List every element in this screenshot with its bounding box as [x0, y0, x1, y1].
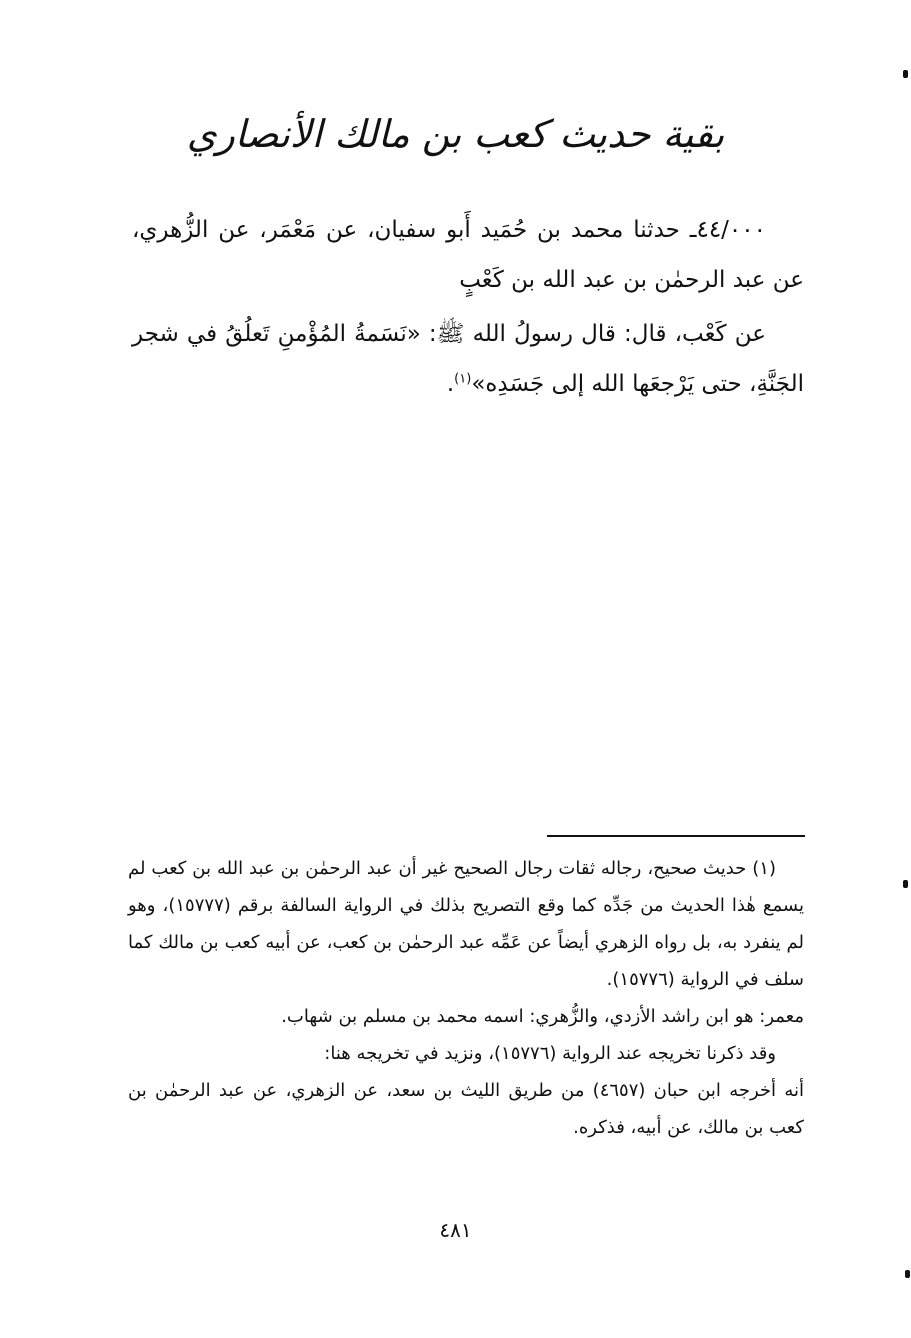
- scan-mark: [905, 1270, 910, 1278]
- footnote-separator: [547, 835, 805, 837]
- scan-mark: [903, 880, 908, 888]
- chapter-heading: بقية حديث كعب بن مالك الأنصاري: [186, 112, 725, 156]
- hadith-chain: ٤٤/٠٠٠ـ حدثنا محمد بن حُمَيد أَبو سفيان، عن مَعْمَر، عن الزُّهري، عن عبد الرحمٰن بن عبد الله بن كَعْبٍ: [132, 217, 804, 293]
- page-number: ٤٨١: [439, 1218, 472, 1242]
- scan-mark: [903, 70, 908, 78]
- footnote-ref: (١): [454, 371, 472, 387]
- footnotes: [128, 850, 804, 1146]
- footnote-takhrij: أنه أخرجه ابن حبان (٤٦٥٧) من طريق الليث بن سعد، عن الزهري، عن عبد الرحمٰن بن كعب بن مالك، عن أبيه، فذكره.: [128, 1080, 804, 1138]
- footnote-takhrij-intro: وقد ذكرنا تخريجه عند الرواية (١٥٧٧٦)، ونزيد في تخريجه هنا:: [324, 1043, 776, 1064]
- hadith-matn: [132, 309, 804, 409]
- hadith-text: عن كَعْب، قال: قال رسولُ الله ﷺ: «نَسَمةُ المُؤْمنِ تَعلُقُ في شجر الجَنَّةِ، حتى يَرْجعَها الله إلى جَسَدِه»: [132, 321, 804, 397]
- footnote-1: (١) حديث صحيح، رجاله ثقات رجال الصحيح غير أن عبد الرحمٰن بن عبد الله بن كعب لم يسمع هٰذا الحديث من جَدِّه كما وقع التصريح بذلك في الرواية السالفة برقم (١٥٧٧٧)، وهو لم ينفرد به، بل رواه الزهري أيضاً عن عَمِّه عبد الرحمٰن بن كعب، عن أبيه كعب بن مالك كما سلف في الرواية (١٥٧٧٦).: [128, 858, 804, 990]
- footnote-narrators: معمر: هو ابن راشد الأزدي، والزُّهري: اسمه محمد بن مسلم بن شهاب.: [281, 1006, 804, 1027]
- hadith-end: .: [446, 371, 455, 397]
- main-text: [132, 205, 804, 413]
